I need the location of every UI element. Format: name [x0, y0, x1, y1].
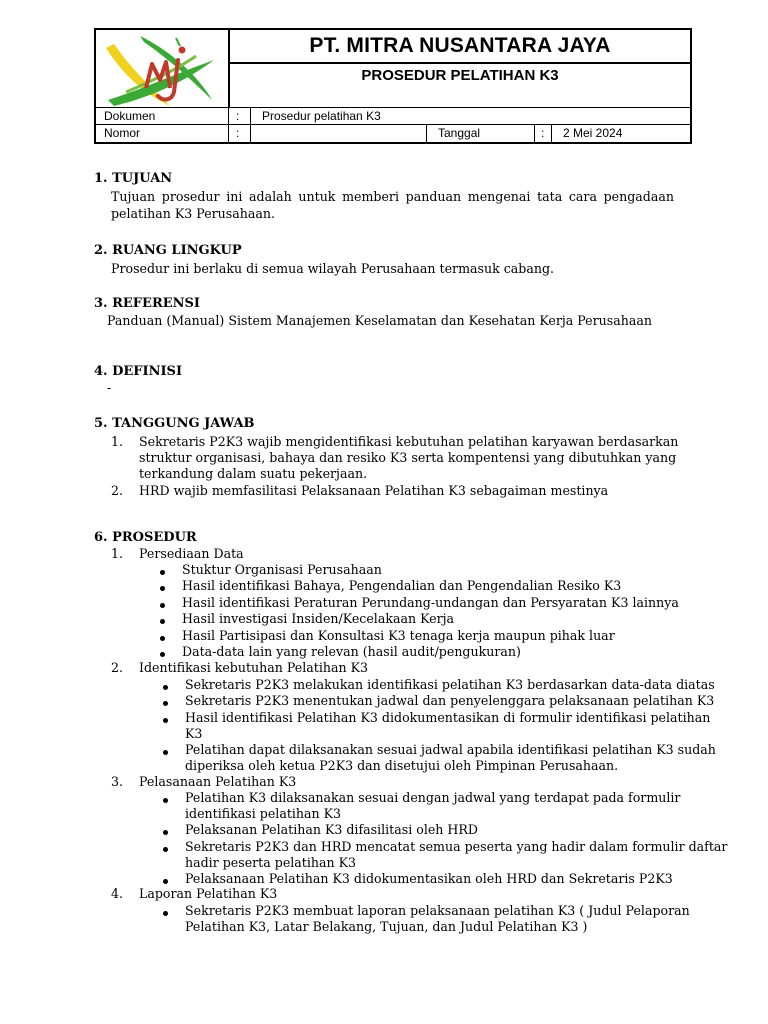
date-colon: : [541, 126, 545, 140]
bullet-icon [160, 603, 165, 608]
bullet-item-line: Sekretaris P2K3 menentukan jadwal dan penyelenggara pelaksanaan pelatihan K3 [185, 693, 715, 708]
bullet-item-line: diperiksa oleh ketua P2K3 dan disetujui oleh Pimpinan Perusahaan. [185, 758, 619, 773]
bullet-item-line: Data-data lain yang relevan (hasil audit/pengukuran) [182, 644, 521, 659]
definisi-text: - [107, 380, 112, 395]
ruang-lingkup-text: Prosedur ini berlaku di semua wilayah Perusahaan termasuk cabang. [111, 261, 555, 276]
company-name: PT. MITRA NUSANTARA JAYA [230, 30, 690, 64]
bullet-icon [163, 798, 168, 803]
company-logo [100, 30, 224, 108]
list-item-line: struktur organisasi, bahaya dan resiko K3 serta kompentensi yang dibutuhkan yang [139, 450, 677, 465]
list-number: 1. [111, 546, 124, 561]
header-col-divider [250, 107, 251, 142]
date-label: Tanggal [438, 126, 481, 140]
bullet-icon [163, 750, 168, 755]
header-col-divider [426, 124, 427, 142]
procedure-step-label: Persediaan Data [139, 546, 244, 561]
section-title-ruang-lingkup: 2. RUANG LINGKUP [94, 243, 242, 258]
bullet-icon [160, 636, 165, 641]
section-title-referensi: 3. REFERENSI [94, 296, 201, 311]
list-number: 1. [111, 434, 124, 449]
list-item-line: terkandung dalam suatu pekerjaan. [139, 466, 368, 481]
bullet-item-line: Stuktur Organisasi Perusahaan [182, 562, 382, 577]
bullet-item-line: identifikasi pelatihan K3 [185, 806, 342, 821]
list-number: 2. [111, 660, 124, 675]
procedure-step-label: Pelasanaan Pelatihan K3 [139, 774, 297, 789]
bullet-item-line: Pelatihan dapat dilaksanakan sesuai jadwal apabila identifikasi pelatihan K3 sudah [185, 742, 716, 757]
bullet-icon [163, 685, 168, 690]
bullet-item-line: Hasil identifikasi Bahaya, Pengendalian dan Pengendalian Resiko K3 [182, 578, 622, 593]
bullet-icon [163, 911, 168, 916]
procedure-step-label: Identifikasi kebutuhan Pelatihan K3 [139, 660, 369, 675]
bullet-icon [160, 619, 165, 624]
logo-cell [96, 30, 230, 108]
bullet-item-line: hadir peserta pelatihan K3 [185, 855, 357, 870]
section-title-prosedur: 6. PROSEDUR [94, 530, 197, 545]
header-row-divider [96, 107, 690, 108]
document-colon: : [236, 109, 240, 123]
bullet-icon [163, 847, 168, 852]
number-colon: : [236, 126, 240, 140]
section-title-definisi: 4. DEFINISI [94, 364, 183, 379]
number-label: Nomor [104, 126, 141, 140]
date-value: 2 Mei 2024 [563, 126, 623, 140]
referensi-text: Panduan (Manual) Sistem Manajemen Keselamatan dan Kesehatan Kerja Perusahaan [107, 313, 652, 328]
section-title-tanggung-jawab: 5. TANGGUNG JAWAB [94, 416, 255, 431]
bullet-icon [160, 570, 165, 575]
bullet-item-line: Hasil identifikasi Peraturan Perundang-undangan dan Persyaratan K3 lainnya [182, 595, 679, 610]
tujuan-text-line: pelatihan K3 Perusahaan. [111, 206, 276, 221]
document-label: Dokumen [104, 109, 156, 123]
section-title-tujuan: 1. TUJUAN [94, 171, 173, 186]
bullet-item-line: Pelatihan K3, Latar Belakang, Tujuan, dan Judul Pelatihan K3 ) [185, 919, 588, 934]
bullet-icon [163, 718, 168, 723]
bullet-item-line: Sekretaris P2K3 melakukan identifikasi pelatihan K3 berdasarkan data-data diatas [185, 677, 715, 692]
bullet-icon [163, 830, 168, 835]
procedure-step-label: Laporan Pelatihan K3 [139, 886, 278, 901]
list-item-line: HRD wajib memfasilitasi Pelaksanaan Pelatihan K3 sebagaiman mestinya [139, 483, 609, 498]
bullet-icon [160, 586, 165, 591]
list-number: 4. [111, 886, 124, 901]
bullet-item-line: Hasil identifikasi Pelatihan K3 didokumentasikan di formulir identifikasi pelatihan [185, 710, 711, 725]
list-number: 3. [111, 774, 124, 789]
header-col-divider [228, 107, 229, 142]
bullet-icon [160, 652, 165, 657]
bullet-item-line: K3 [185, 726, 203, 741]
bullet-item-line: Hasil investigasi Insiden/Kecelakaan Kerja [182, 611, 455, 626]
header-col-divider [551, 124, 552, 142]
document-title: PROSEDUR PELATIHAN K3 [361, 67, 559, 84]
bullet-icon [163, 701, 168, 706]
tujuan-text-line: Tujuan prosedur ini adalah untuk memberi panduan mengenai tata cara pengadaan [111, 189, 674, 204]
document-header-table [94, 28, 692, 144]
list-item-line: Sekretaris P2K3 wajib mengidentifikasi kebutuhan pelatihan karyawan berdasarkan [139, 434, 679, 449]
bullet-icon [163, 879, 168, 884]
bullet-item-line: Sekretaris P2K3 membuat laporan pelaksanaan pelatihan K3 ( Judul Pelaporan [185, 903, 690, 918]
list-number: 2. [111, 483, 124, 498]
bullet-item-line: Hasil Partisipasi dan Konsultasi K3 tenaga kerja maupun pihak luar [182, 628, 615, 643]
bullet-item-line: Pelatihan K3 dilaksanakan sesuai dengan jadwal yang terdapat pada formulir [185, 790, 681, 805]
document-value: Prosedur pelatihan K3 [262, 109, 381, 123]
bullet-item-line: Sekretaris P2K3 dan HRD mencatat semua peserta yang hadir dalam formulir daftar [185, 839, 728, 854]
header-col-divider [534, 124, 535, 142]
bullet-item-line: Pelaksanan Pelatihan K3 difasilitasi oleh HRD [185, 822, 478, 837]
bullet-item-line: Pelaksanaan Pelatihan K3 didokumentasikan oleh HRD dan Sekretaris P2K3 [185, 871, 673, 886]
